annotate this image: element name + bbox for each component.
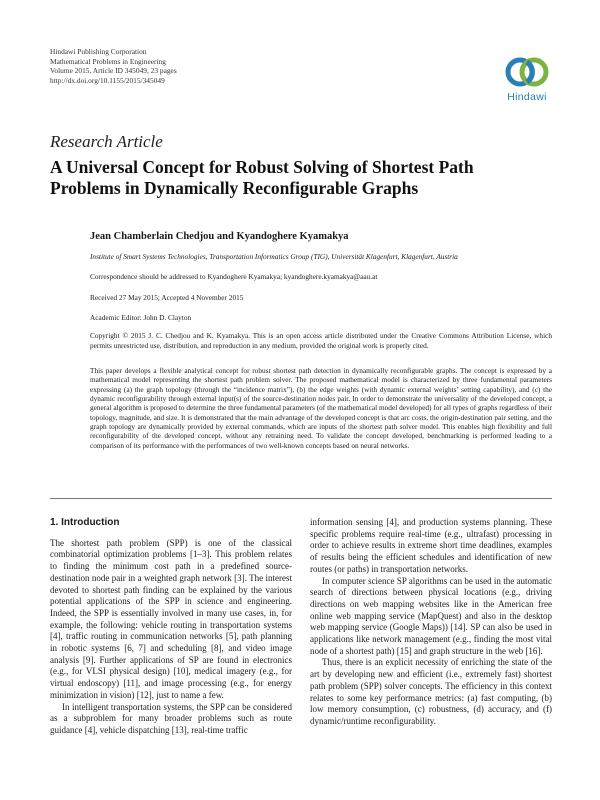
paragraph: In computer science SP algorithms can be used in the automatic search of directions between physical locations (e.g., driving directions on web mapping websites like in the American free online web mapping service (MapQuest) and also in the desktop web mapping service (Google Maps)) [14]. SP can also be used in applications like network management (e.g., finding the most vital node of a shortest path) [15] and graph structure in the web [16]. — [310, 575, 552, 656]
section-heading: 1. Introduction — [50, 517, 120, 528]
author-list: Jean Chamberlain Chedjou and Kyandoghere Kyamakya — [90, 231, 349, 242]
hindawi-logo-text: Hindawi — [507, 91, 547, 103]
doi-link[interactable]: http://dx.doi.org/10.1155/2015/345049 — [50, 75, 165, 85]
left-column — [50, 517, 292, 737]
right-column — [310, 517, 552, 728]
paragraph: Thus, there is an explicit necessity of enriching the state of the art by developing new and efficient (i.e., extremely fast) shortest path problem (SPP) solver concepts. The efficiency in this context relates to some key performance metrics: (a) fast computing, (b) low memory consumption, (c) robustness, (d) accuracy, and (f) dynamic/runtime reconfigurability. — [310, 657, 552, 726]
volume-info: Volume 2015, Article ID 345049, 23 pages — [50, 66, 177, 76]
correspondence: Correspondence should be addressed to Kyandoghere Kyamakya; kyandoghere.kyamakya@aau.at — [90, 272, 378, 281]
article-title: A Universal Concept for Robust Solving of Shortest Path Problems in Dynamically Reconfigurable Graphs — [50, 157, 474, 198]
received-accepted-dates: Received 27 May 2015; Accepted 4 November 2015 — [90, 293, 244, 302]
academic-editor: Academic Editor: John D. Clayton — [90, 313, 192, 322]
journal-metadata — [50, 47, 177, 85]
paragraph: In intelligent transportation systems, the SPP can be considered as a subproblem for many broader problems such as route guidance [4], vehicle dispatching [13], real-time traffic — [50, 701, 292, 735]
abstract: This paper develops a flexible analytical concept for robust shortest path detection in dynamically reconfigurable graphs. The concept is expressed by a mathematical model representing the shortest path problem solver. The proposed mathematical model is characterized by three fundamental parameters expressing (a) the graph topology (through the “incidence matrix”), (b) the edge weights (with dynamic external weights’ setting capability), and (c) the dynamic reconfigurability through external input(s) of the source-destination nodes pair. In order to demonstrate the universality of the developed concept, a general algorithm is proposed to determine the three fundamental parameters (of the mathematical model developed) for all types of graphs regardless of their topology, magnitude, and size. It is demonstrated that the main advantage of the developed concept is that arc costs, the origin-destination pair setting, and the graph topology are dynamically provided by external commands, which are inputs of the shortest path solver model. This enables high flexibility and full reconfigurability of the developed concept, without any retraining need. To validate the concept developed, benchmarking is performed leading to a comparison of its performance with the performances of two well-known concepts based on neural networks. — [90, 366, 552, 450]
author-affiliation: Institute of Smart Systems Technologies, Transportation Informatics Group (TIG), Universität Klagenfurt, Klagenfurt, Austria — [90, 252, 458, 261]
publisher-name: Hindawi Publishing Corporation — [50, 47, 147, 56]
journal-name: Mathematical Problems in Engineering — [50, 56, 166, 66]
section-divider — [50, 498, 552, 499]
article-type: Research Article — [50, 132, 163, 151]
copyright-notice: Copyright © 2015 J. C. Chedjou and K. Kyamakya. This is an open access article distributed under the Creative Commons Attribution License, which permits unrestricted use, distribution, and reproduction in any medium, provided the original work is properly cited. — [90, 331, 552, 350]
paragraph: The shortest path problem (SPP) is one of the classical combinatorial optimization problems [1–3]. This problem relates to finding the minimum cost path in a predefined source-destination node pair in a weighted graph network [3]. The interest devoted to shortest path finding can be explained by the various potential applications of the SPP in science and engineering. Indeed, the SPP is essentially involved in many use cases, in, for example, the following: vehicle routing in transportation systems [4], traffic routing in communication networks [5], path planning in robotic systems [6, 7] and scheduling [8], and video image analysis [9]. Further applications of SP are found in electronics (e.g., for VLSI physical design) [10], medical imagery (e.g., for virtual endoscopy) [11], and image processing (e.g., for energy minimization in vision) [12], just to name a few. — [50, 537, 292, 700]
paragraph: information sensing [4], and production systems planning. These specific problems require real-time (e.g., ultrafast) processing in order to achieve results in extreme short time deadlines, examples of results being the efficient schedules and identification of new routes (or paths) in transportation networks. — [310, 517, 552, 574]
